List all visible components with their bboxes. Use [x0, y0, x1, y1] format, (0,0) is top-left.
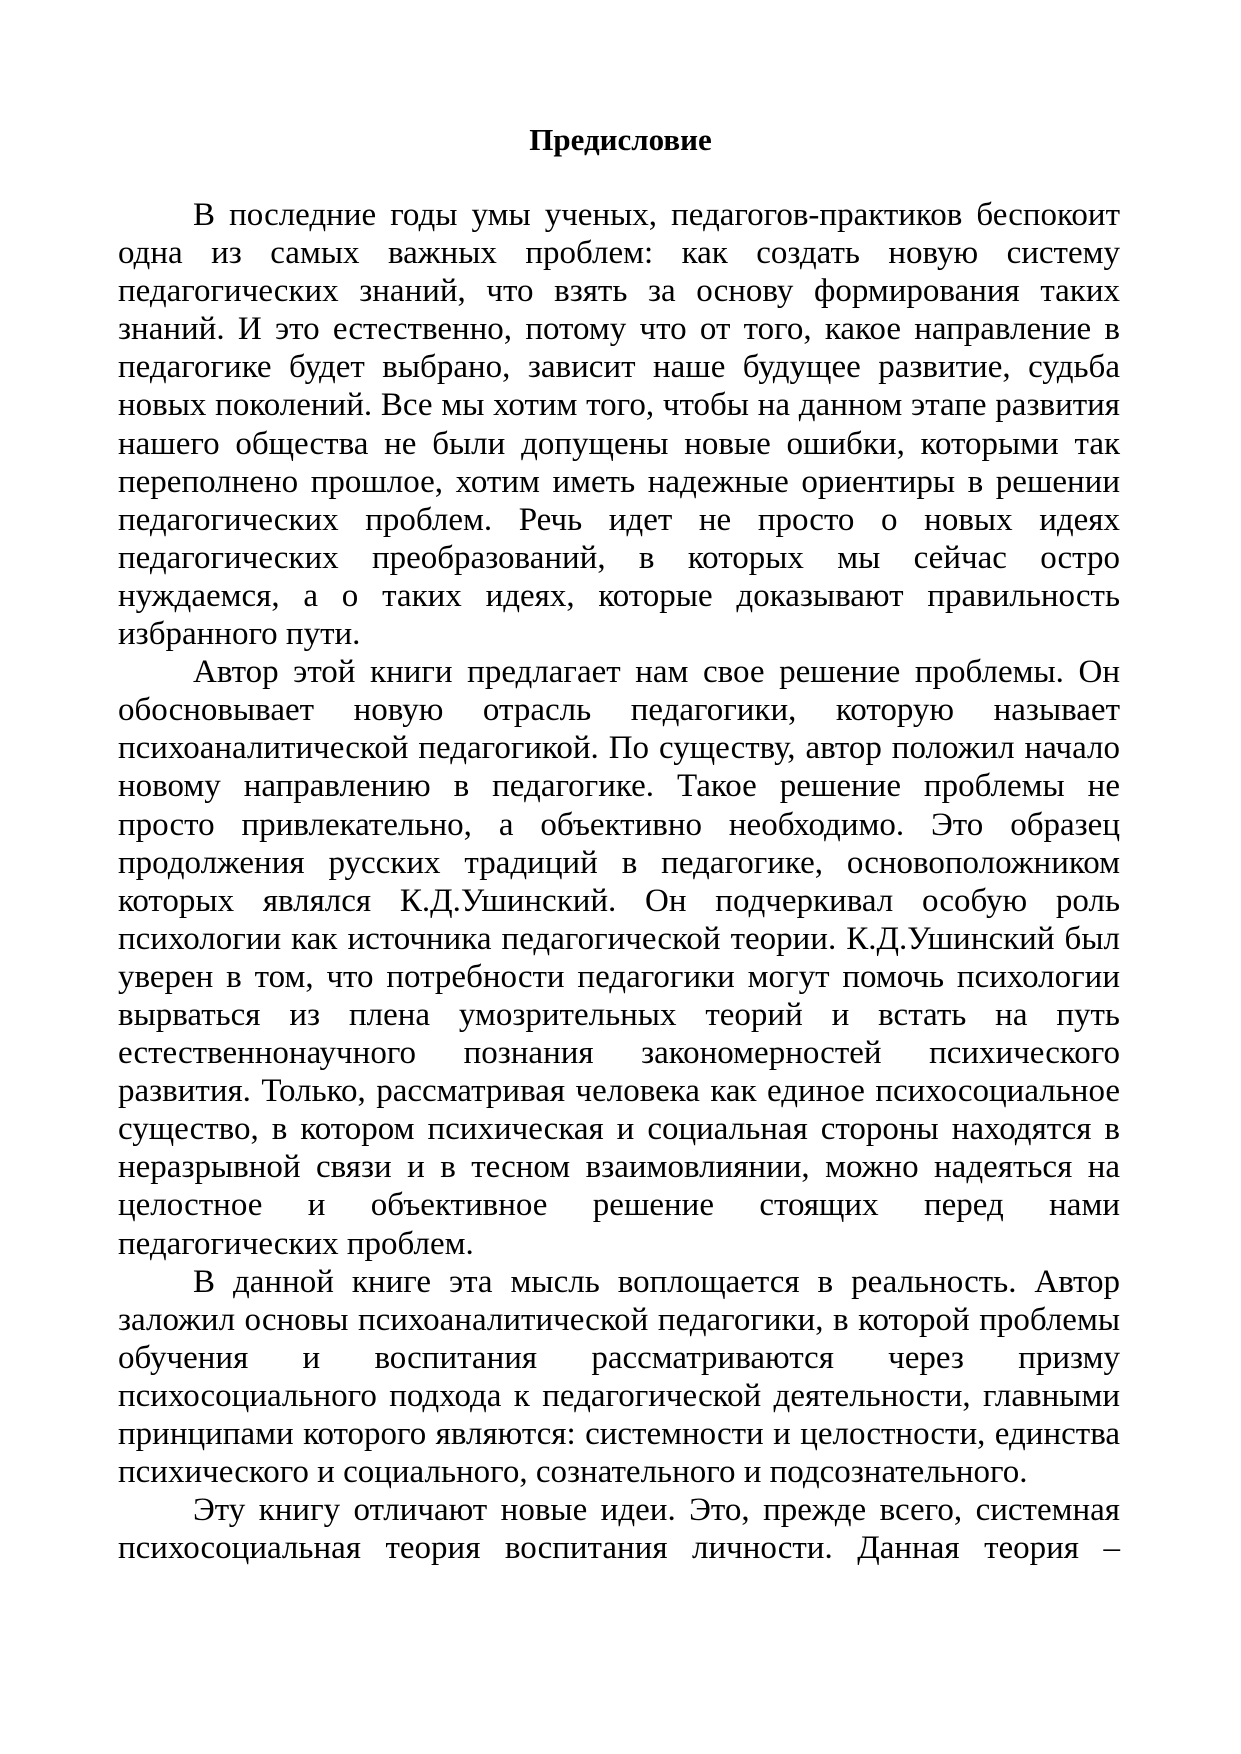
body-text [118, 196, 1120, 1567]
paragraph-1: В последние годы умы ученых, педагогов-практиков беспокоит одна из самых важных проблем: как создать новую систему педагогических знаний, что взять за основу формирования таких знаний. И это естественно, потому что от того, какое направление в педагогике будет выбрано, зависит наше будущее развитие, судьба новых поколений. Все мы хотим того, чтобы на данном этапе развития нашего общества не были допущены новые ошибки, которыми так переполнено прошлое, хотим иметь надежные ориентиры в решении педагогических проблем. Речь идет не просто о новых идеях педагогических преобразований, в которых мы сейчас остро нуждаемся, а о таких идеях, которые доказывают правильность избранного пути. [118, 197, 1120, 653]
paragraph-4: Эту книгу отличают новые идеи. Это, прежде всего, системная психосоциальная теория воспитания личности. Данная теория – [118, 1492, 1120, 1567]
paragraph-2: Автор этой книги предлагает нам свое решение проблемы. Он обосновывает новую отрасль педагогики, которую называет психоаналитической педагогикой. По существу, автор положил начало новому направлению в педагогике. Такое решение проблемы не просто привлекательно, а объективно необходимо. Это образец продолжения русских традиций в педагогике, основоположником которых являлся К.Д.Ушинский. Он подчеркивал особую роль психологии как источника педагогической теории. К.Д.Ушинский был уверен в том, что потребности педагогики могут помочь психологии вырваться из плена умозрительных теорий и встать на путь естественнонаучного познания закономерностей психического развития. Только, рассматривая человека как единое психосоциальное существо, в котором психическая и социальная стороны находятся в неразрывной связи и в тесном взаимовлиянии, можно надеяться на целостное и объективное решение стоящих перед нами педагогических проблем. [118, 654, 1120, 1262]
page-title: Предисловие [529, 122, 712, 157]
paragraph-3: В данной книге эта мысль воплощается в реальность. Автор заложил основы психоаналитической педагогики, в которой проблемы обучения и воспитания рассматриваются через призму психосоциального подхода к педагогической деятельности, главными принципами которого являются: системности и целостности, единства психического и социального, сознательного и подсознательного. [118, 1263, 1120, 1491]
